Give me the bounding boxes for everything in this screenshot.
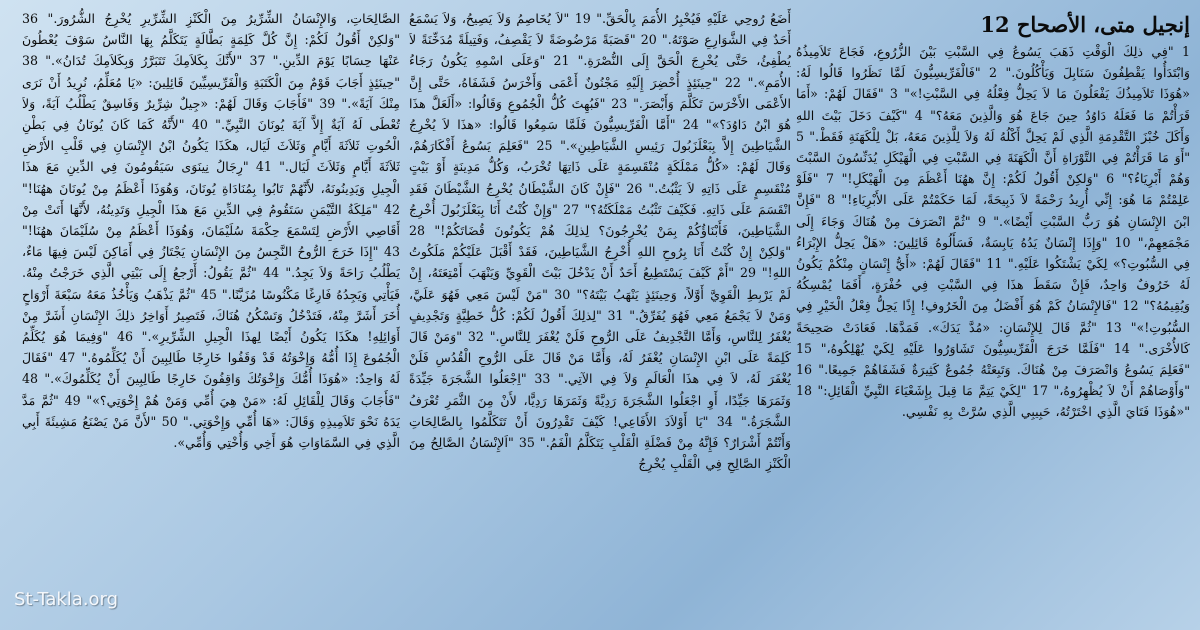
text-column-right xyxy=(796,8,1190,614)
scripture-text-middle: أَضَعُ رُوحِي عَلَيْهِ فَيُخْبِرُ الأُمَمَ بِالْحَقِّ." 19 "لاَ يُخَاصِمُ وَلاَ يَصِيحُ، وَلاَ يَسْمَعُ أَحَدٌ فِي الشَّوَارِعِ صَوْتَهُ." 20 "قَصَبَةً مَرْضُوضَةً لاَ يَقْصِفُ، وَفَتِيلَةً مُدَخِّنَةً لاَ يُطْفِئُ، حَتَّى يُخْرِجَ الْحَقَّ إِلَى النُّصْرَةِ." 21 "وَعَلَى اسْمِهِ يَكُونُ رَجَاءُ الأُمَمِ»." 22 "حِينَئِذٍ أُحْضِرَ إِلَيْهِ مَجْنُونٌ أَعْمَى وَأَخْرَسُ فَشَفَاهُ، حَتَّى إِنَّ الأَعْمَى الأَخْرَسَ تَكَلَّمَ وَأَبْصَرَ." 23 "فَبُهِتَ كُلُّ الْجُمُوعِ وَقَالُوا: «أَلَعَلَّ هذَا هُوَ ابْنُ دَاوُدَ؟»" 24 "أَمَّا الْفَرِّيسِيُّونَ فَلَمَّا سَمِعُوا قَالُوا: «هذَا لاَ يُخْرِجُ الشَّيَاطِينَ إِلاَّ بِبَعْلَزَبُولَ رَئِيسِ الشَّيَاطِينِ»." 25 "فَعَلِمَ يَسُوعُ أَفْكَارَهُمْ، وَقَالَ لَهُمْ: «كُلُّ مَمْلَكَةٍ مُنْقَسِمَةٍ عَلَى ذَاتِهَا تُخْرَبُ، وَكُلُّ مَدِينَةٍ أَوْ بَيْتٍ مُنْقَسِمٍ عَلَى ذَاتِهِ لاَ يَثْبُتُ." 26 "فَإِنْ كَانَ الشَّيْطَانُ يُخْرِجُ الشَّيْطَانَ فَقَدِ انْقَسَمَ عَلَى ذَاتِهِ. فَكَيْفَ تَثْبُتُ مَمْلَكَتُهُ؟" 27 "وَإِنْ كُنْتُ أَنَا بِبَعْلَزَبُولَ أُخْرِجُ الشَّيَاطِينَ، فَأَبْنَاؤُكُمْ بِمَنْ يُخْرِجُونَ؟ لِذلِكَ هُمْ يَكُونُونَ قُضَاتَكُمْ!" 28 "وَلكِنْ إِنْ كُنْتُ أَنَا بِرُوحِ اللهِ أُخْرِجُ الشَّيَاطِينَ، فَقَدْ أَقْبَلَ عَلَيْكُمْ مَلَكُوتُ اللهِ!" 29 "أَمْ كَيْفَ يَسْتَطِيعُ أَحَدٌ أَنْ يَدْخُلَ بَيْتَ الْقَوِيِّ وَيَنْهَبَ أَمْتِعَتَهُ، إِنْ لَمْ يَرْبِطِ الْقَوِيَّ أَوَّلاً، وَحِينَئِذٍ يَنْهَبُ بَيْتَهُ؟" 30 "مَنْ لَيْسَ مَعِي فَهُوَ عَلَيَّ، وَمَنْ لاَ يَجْمَعُ مَعِي فَهُوَ يُفَرِّقُ." 31 "لِذلِكَ أَقُولُ لَكُمْ: كُلُّ خَطِيَّةٍ وَتَجْدِيفٍ يُغْفَرُ لِلنَّاسِ، وَأَمَّا التَّجْدِيفُ عَلَى الرُّوحِ فَلَنْ يُغْفَرَ لِلنَّاسِ." 32 "وَمَنْ قَالَ كَلِمَةً عَلَى ابْنِ الإِنْسَانِ يُغْفَرُ لَهُ، وَأَمَّا مَنْ قَالَ عَلَى الرُّوحِ الْقُدُسِ فَلَنْ يُغْفَرَ لَهُ، لاَ فِي هذَا الْعَالَمِ وَلاَ فِي الآتِي." 33 "اِجْعَلُوا الشَّجَرَةَ جَيِّدَةً وَثَمَرَهَا جَيِّدًا، أَوِ اجْعَلُوا الشَّجَرَةَ رَدِيَّةً وَثَمَرَهَا رَدِيًّا، لأَنْ مِنَ الثَّمَرِ تُعْرَفُ الشَّجَرَةُ." 34 "يَا أَوْلاَدَ الأَفَاعِي! كَيْفَ تَقْدِرُونَ أَنْ تَتَكَلَّمُوا بِالصَّالِحَاتِ وَأَنْتُمْ أَشْرَارٌ؟ فَإِنَّهُ مِنْ فَضْلَةِ الْقَلْبِ يَتَكَلَّمُ الْفَمُ." 35 "اَلإِنْسَانُ الصَّالِحُ مِنَ الْكَنْزِ الصَّالِحِ فِي الْقَلْبِ يُخْرِجُ xyxy=(409,11,791,472)
scripture-text-right: 1 "فِي ذلِكَ الْوَقْتِ ذَهَبَ يَسُوعُ فِي السَّبْتِ بَيْنَ الزُّرُوعِ، فَجَاعَ تَلاَمِيذُهُ وَابْتَدَأُوا يَقْطِفُونَ سَنَابِلَ وَيَأْكُلُونَ." 2 "فَالْفَرِّيسِيُّونَ لَمَّا نَظَرُوا قَالُوا لَهُ: «هُوَذَا تَلاَمِيذُكَ يَفْعَلُونَ مَا لاَ يَحِلُّ فِعْلُهُ فِي السَّبْتِ!»" 3 "فَقَالَ لَهُمْ: «أَمَا قَرَأْتُمْ مَا فَعَلَهُ دَاوُدُ حِينَ جَاعَ هُوَ وَالَّذِينَ مَعَهُ؟" 4 "كَيْفَ دَخَلَ بَيْتَ اللهِ وَأَكَلَ خُبْزَ التَّقْدِمَةِ الَّذِي لَمْ يَحِلَّ أَكْلُهُ لَهُ وَلاَ لِلَّذِينَ مَعَهُ، بَلْ لِلْكَهَنَةِ فَقَطْ." 5 "أَوَ مَا قَرَأْتُمْ فِي التَّوْرَاةِ أَنَّ الْكَهَنَةَ فِي السَّبْتِ فِي الْهَيْكَلِ يُدَنِّسُونَ السَّبْتَ وَهُمْ أَبْرِيَاءُ؟" 6 "وَلكِنْ أَقُولُ لَكُمْ: إِنَّ ههُنَا أَعْظَمَ مِنَ الْهَيْكَلِ!" 7 "فَلَوْ عَلِمْتُمْ مَا هُوَ: إِنِّي أُرِيدُ رَحْمَةً لاَ ذَبِيحَةً، لَمَا حَكَمْتُمْ عَلَى الأَبْرِيَاءِ!" 8 "فَإِنَّ ابْنَ الإِنْسَانِ هُوَ رَبُّ السَّبْتِ أَيْضًا»." 9 "ثُمَّ انْصَرَفَ مِنْ هُنَاكَ وَجَاءَ إِلَى مَجْمَعِهِمْ،" 10 "وَإِذَا إِنْسَانٌ يَدُهُ يَابِسَةٌ، فَسَأَلُوهُ قَائِلِينَ: «هَلْ يَحِلُّ الإِبْرَاءُ فِي السُّبُوتِ؟» لِكَيْ يَشْتَكُوا عَلَيْهِ." 11 "فَقَالَ لَهُمْ: «أَيُّ إِنْسَانٍ مِنْكُمْ يَكُونُ لَهُ خَرُوفٌ وَاحِدٌ، فَإِنْ سَقَطَ هذَا فِي السَّبْتِ فِي حُفْرَةٍ، أَفَمَا يُمْسِكُهُ وَيُقِيمُهُ؟" 12 "فَالإِنْسَانُ كَمْ هُوَ أَفْضَلُ مِنَ الْخَرُوفِ! إِذًا يَحِلُّ فِعْلُ الْخَيْرِ فِي السُّبُوتِ!»" 13 "ثُمَّ قَالَ لِلإِنْسَانِ: «مُدَّ يَدَكَ». فَمَدَّهَا. فَعَادَتْ صَحِيحَةً كَالأُخْرَى." 14 "فَلَمَّا خَرَجَ الْفَرِّيسِيُّونَ تَشَاوَرُوا عَلَيْهِ لِكَيْ يُهْلِكُوهُ،" 15 "فَعَلِمَ يَسُوعُ وَانْصَرَفَ مِنْ هُنَاكَ. وَتَبِعَتْهُ جُمُوعٌ كَثِيرَةٌ فَشَفَاهُمْ جَمِيعًا." 16 "وَأَوْصَاهُمْ أَنْ لاَ يُظْهِرُوهُ،" 17 "لِكَيْ يَتِمَّ مَا قِيلَ بِإِشَعْيَاءَ النَّبِيِّ الْقَائِلِ:" 18 "«هُوَذَا فَتَايَ الَّذِي اخْتَرْتُهُ، حَبِيبِي الَّذِي سُرَّتْ بِهِ نَفْسِي. xyxy=(796,44,1190,420)
site-watermark: St-Takla.org xyxy=(14,589,119,610)
text-column-middle xyxy=(409,8,791,614)
text-column-left xyxy=(22,8,400,614)
scripture-text-left: الصَّالِحَاتِ، وَالإِنْسَانُ الشِّرِّيرُ مِنَ الْكَنْزِ الشِّرِّيرِ يُخْرِجُ الشُّرُورَ." 36 "وَلكِنْ أَقُولُ لَكُمْ: إِنَّ كُلَّ كَلِمَةٍ بَطَّالَةٍ يَتَكَلَّمُ بِهَا النَّاسُ سَوْفَ يُعْطُونَ عَنْهَا حِسَابًا يَوْمَ الدِّينِ." 37 "لأَنَّكَ بِكَلاَمِكَ تَتَبَرَّرُ وَبِكَلاَمِكَ تُدَانُ»." 38 "حِينَئِذٍ أَجَابَ قَوْمٌ مِنَ الْكَتَبَةِ وَالْفَرِّيسِيِّينَ قَائِلِينَ: «يَا مُعَلِّمُ، نُرِيدُ أَنْ نَرَى مِنْكَ آيَةً»." 39 "فَأَجَابَ وَقَالَ لَهُمْ: «جِيلٌ شِرِّيرٌ وَفَاسِقٌ يَطْلُبُ آيَةً، وَلاَ تُعْطَى لَهُ آيَةٌ إِلاَّ آيَةَ يُونَانَ النَّبِيِّ." 40 "لأَنَّهُ كَمَا كَانَ يُونَانُ فِي بَطْنِ الْحُوتِ ثَلاَثَةَ أَيَّامٍ وَثَلاَثَ لَيَال، هكَذَا يَكُونُ ابْنُ الإِنْسَانِ فِي قَلْبِ الأَرْضِ ثَلاَثَةَ أَيَّامٍ وَثَلاَثَ لَيَال." 41 "رِجَالُ نِينَوَى سَيَقُومُونَ فِي الدِّينِ مَعَ هذَا الْجِيلِ وَيَدِينُونَهُ، لأَنَّهُمْ تَابُوا بِمُنَادَاةِ يُونَانَ، وَهُوَذَا أَعْظَمُ مِنْ يُونَانَ ههُنَا!" 42 "مَلِكَةُ التَّيْمَنِ سَتَقُومُ فِي الدِّينِ مَعَ هذَا الْجِيلِ وَتَدِينُهُ، لأَنَّهَا أَتَتْ مِنْ أَقَاصِي الأَرْضِ لِتَسْمَعَ حِكْمَةَ سُلَيْمَانَ، وَهُوَذَا أَعْظَمُ مِنْ سُلَيْمَانَ ههُنَا!" 43 "إِذَا خَرَجَ الرُّوحُ النَّجِسُ مِنَ الإِنْسَانِ يَجْتَازُ فِي أَمَاكِنَ لَيْسَ فِيهَا مَاءٌ، يَطْلُبُ رَاحَةً وَلاَ يَجِدُ." 44 "ثُمَّ يَقُولُ: أَرْجعُ إِلَى بَيْتِي الَّذِي خَرَجْتُ مِنْهُ. فَيَأْتِي وَيَجِدُهُ فَارِغًا مَكْنُوسًا مُزَيَّنًا." 45 "ثُمَّ يَذْهَبُ وَيَأْخُذُ مَعَهُ سَبْعَةَ أَرْوَاحٍ أُخَرَ أَشَرَّ مِنْهُ، فَتَدْخُلُ وَتَسْكُنُ هُنَاكَ، فَتَصِيرُ أَوَاخِرُ ذلِكَ الإِنْسَانِ أَشَرَّ مِنْ أَوَائِلِهِ! هكَذَا يَكُونُ أَيْضًا لِهذَا الْجِيلِ الشِّرِّيرِ»." 46 "وَفِيمَا هُوَ يُكَلِّمُ الْجُمُوعَ إِذَا أُمُّهُ وَإِخْوَتُهُ قَدْ وَقَفُوا خَارِجًا طَالِبِينَ أَنْ يُكَلِّمُوهُ." 47 "فَقَالَ لَهُ وَاحِدٌ: «هُوَذَا أُمُّكَ وَإِخْوَتُكَ وَاقِفُونَ خَارِجًا طَالِبِينَ أَنْ يُكَلِّمُوكَ»." 48 "فَأَجَابَ وَقَالَ لِلْقَائِلِ لَهُ: «مَنْ هِيَ أُمِّي وَمَنْ هُمْ إِخْوَتِي؟»" 49 "ثُمَّ مَدَّ يَدَهُ نَحْوَ تَلاَمِيذِهِ وَقَالَ: «هَا أُمِّي وَإِخْوَتِي." 50 "لأَنَّ مَنْ يَصْنَعُ مَشِيئَةَ أَبِي الَّذِي فِي السَّمَاوَاتِ هُوَ أَخِي وَأُخْتِي وَأُمِّي». xyxy=(22,11,400,451)
chapter-title: إنجيل متى، الأصحاح 12 xyxy=(980,12,1190,37)
